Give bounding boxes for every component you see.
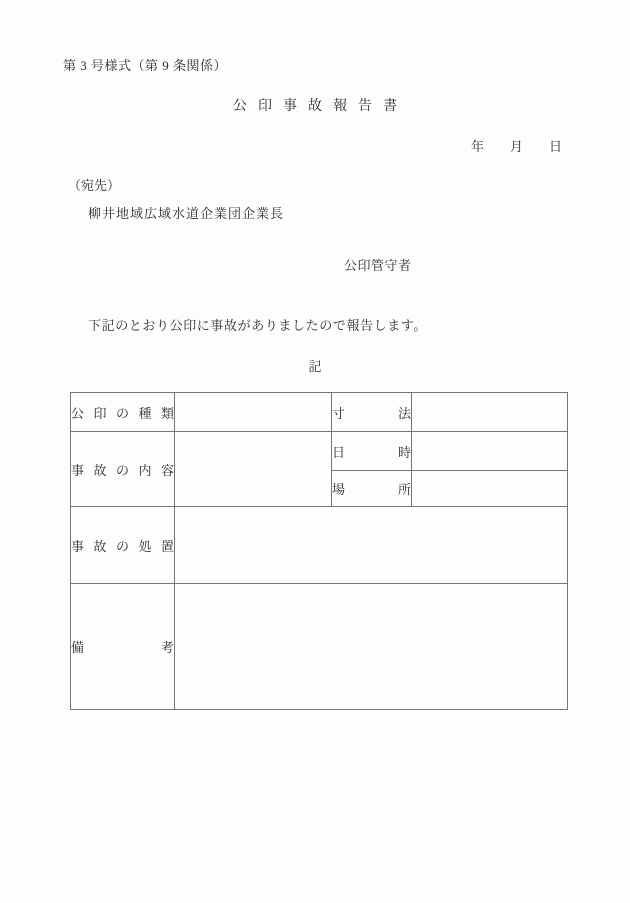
accident-details-label-cell: 事故の内容 <box>71 432 175 507</box>
accident-action-value-cell <box>175 507 568 584</box>
addressee-label: （宛先） <box>68 178 121 193</box>
record-marker: 記 <box>308 359 322 374</box>
row-seal-type <box>71 393 568 432</box>
addressee-name: 柳井地域広域水道企業団企業長 <box>88 206 285 221</box>
remarks-value-cell <box>175 584 568 710</box>
row-accident-details-datetime <box>71 432 568 471</box>
dimensions-label-cell: 寸法 <box>332 393 412 432</box>
datetime-label-cell: 日時 <box>332 432 412 471</box>
seal-custodian-label: 公印管守者 <box>344 258 412 273</box>
row-accident-action <box>71 507 568 584</box>
accident-action-label-cell: 事故の処置 <box>71 507 175 584</box>
report-statement: 下記のとおり公印に事故がありましたので報告します。 <box>88 318 427 333</box>
location-value-cell <box>412 471 568 507</box>
date-line: 年 月 日 <box>470 139 562 154</box>
seal-type-label-cell: 公印の種類 <box>71 393 175 432</box>
dimensions-value-cell <box>412 393 568 432</box>
page-title: 公印事故報告書 <box>233 99 408 114</box>
seal-type-value-cell <box>175 393 332 432</box>
report-table <box>70 392 568 710</box>
datetime-value-cell <box>412 432 568 471</box>
accident-details-value-cell <box>175 432 332 507</box>
location-label-cell: 場所 <box>332 471 412 507</box>
row-remarks <box>71 584 568 710</box>
form-number: 第 3 号様式（第 9 条関係） <box>63 58 228 73</box>
remarks-label-cell: 備考 <box>71 584 175 710</box>
